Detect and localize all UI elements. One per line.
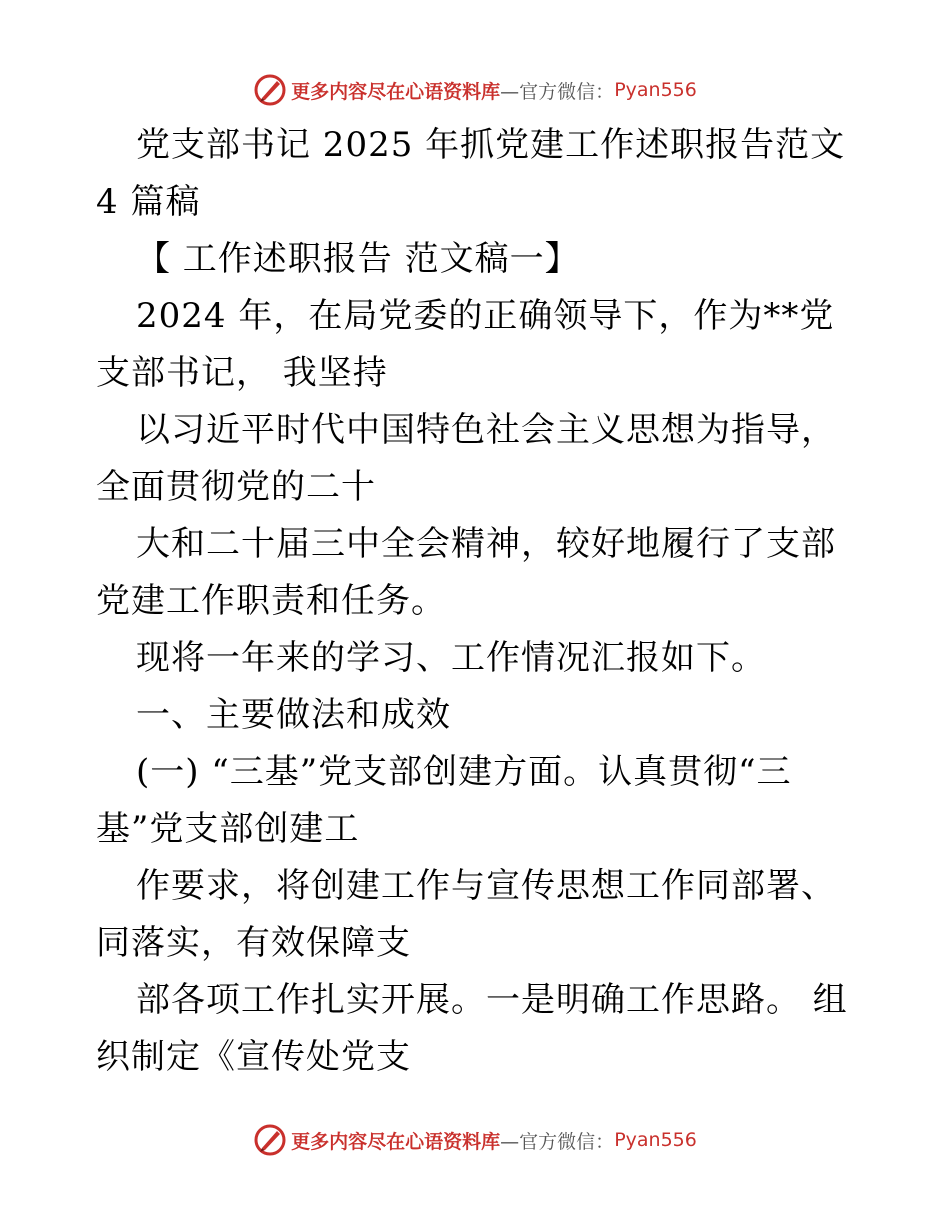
pen-logo-icon bbox=[253, 73, 287, 107]
banner-wechat-id: Pyan556 bbox=[614, 79, 697, 101]
footer-watermark bbox=[0, 1120, 950, 1160]
body-paragraph: 现将一年来的学习、工作情况汇报如下。 bbox=[136, 638, 766, 678]
banner-wechat-id: Pyan556 bbox=[614, 1129, 697, 1151]
banner-sub-text: —官方微信： bbox=[500, 80, 615, 103]
body-paragraph: (一) “三基”党支部创建方面。认真贯彻“三基”党支部创建工 bbox=[96, 752, 792, 849]
body-paragraph: 作要求，将创建工作与宣传思想工作同部署、同落实，有效保障支 bbox=[96, 866, 836, 963]
body-paragraph: 大和二十届三中全会精神，较好地履行了支部党建工作职责和任务。 bbox=[96, 524, 836, 621]
body-paragraph: 2024 年，在局党委的正确领导下，作为**党支部书记， 我坚持 bbox=[96, 296, 835, 393]
banner-main-text: 更多内容尽在心语资料库 bbox=[291, 1130, 501, 1153]
banner-main-text: 更多内容尽在心语资料库 bbox=[291, 80, 501, 103]
section-heading: 【 工作述职报告 范文稿一】 bbox=[136, 239, 580, 279]
header-watermark bbox=[0, 70, 950, 110]
document-title: 党支部书记 2025 年抓党建工作述职报告范文 4 篇稿 bbox=[96, 125, 857, 222]
subsection-heading: 一、主要做法和成效 bbox=[136, 695, 451, 735]
pen-logo-icon bbox=[253, 1123, 287, 1157]
body-paragraph: 以习近平时代中国特色社会主义思想为指导，全面贯彻党的二十 bbox=[96, 410, 836, 507]
banner-sub-text: —官方微信： bbox=[500, 1130, 615, 1153]
body-paragraph: 部各项工作扎实开展。一是明确工作思路。 组织制定《宣传处党支 bbox=[96, 980, 848, 1077]
document-body bbox=[96, 117, 856, 1086]
